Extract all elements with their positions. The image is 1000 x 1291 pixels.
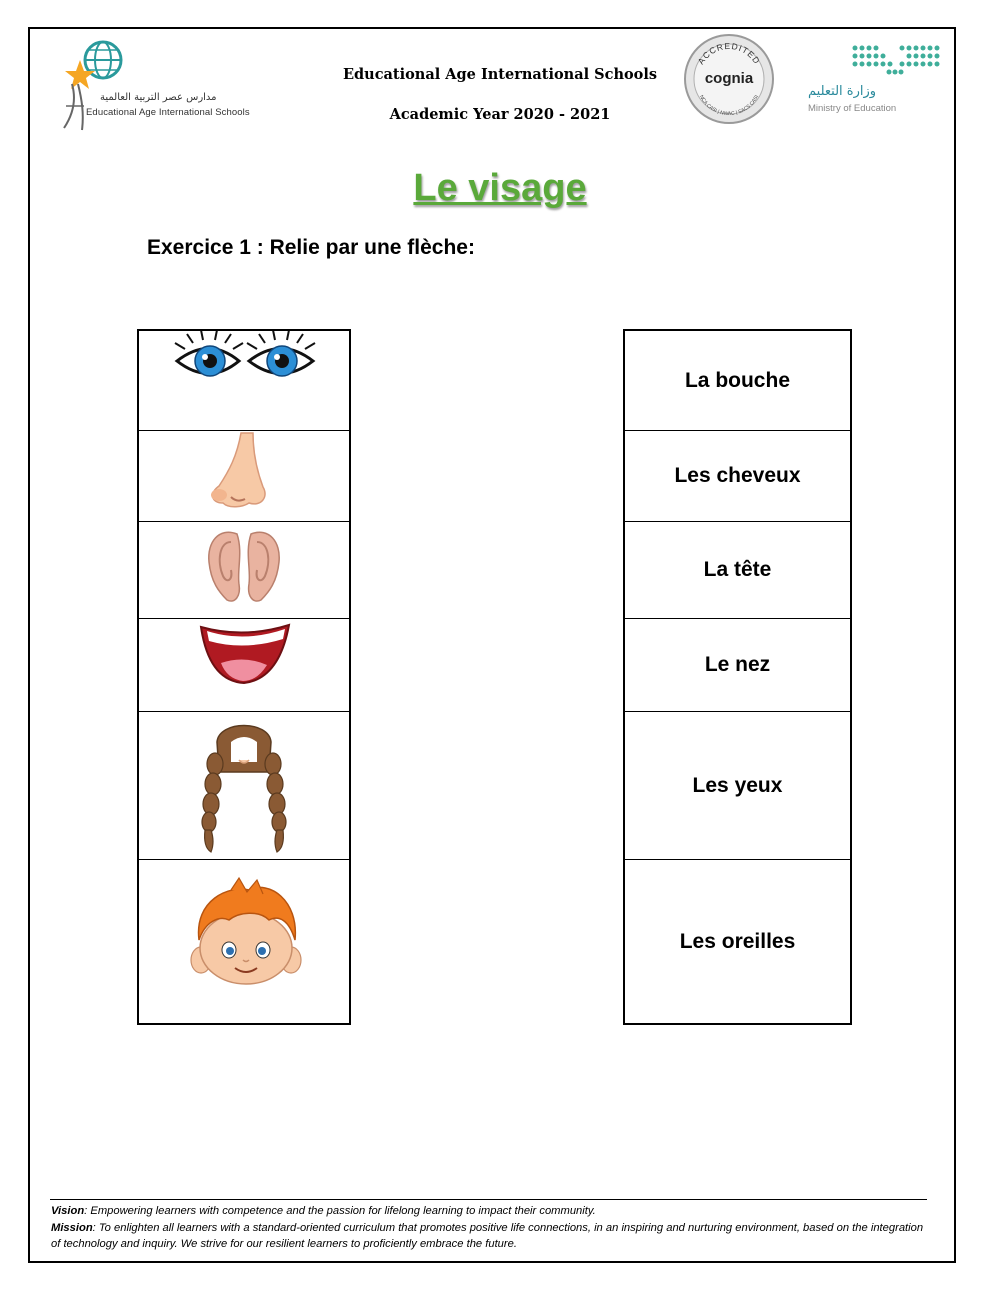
word-cell[interactable]: La bouche [625,331,850,431]
boy-face-icon [139,860,349,1023]
cognia-bottom-text: NCA CASI | NWAC | SACS CASI [697,94,761,118]
school-name-english: Educational Age International Schools [86,107,250,118]
ears-icon [139,522,349,619]
word-cell[interactable]: La tête [625,522,850,619]
mouth-icon [139,619,349,712]
vision-text: : Empowering learners with competence and the passion for lifelong learning to impact their community. [84,1205,596,1217]
mission-text: : To enlighten all learners with a standard-oriented curriculum that promotes positive life connections, in an inspiring and nurturing environment, based on the integration of technology and inquiry. We strive for our resilient learners to proficiently embrace the future. [51,1221,924,1250]
ministry-name-arabic: وزارة التعليم [808,84,877,99]
header-academic-year: Academic Year 2020 - 2021 [389,106,611,123]
cognia-name: cognia [704,70,754,87]
word-cell[interactable]: Le nez [625,619,850,712]
picture-cell-nose[interactable] [139,431,349,522]
footer-divider [50,1199,927,1200]
mission-statement [51,1220,931,1253]
vision-label: Vision [51,1205,85,1217]
mission-label: Mission [51,1221,93,1234]
cognia-seal-icon [683,33,775,125]
picture-cell-ears[interactable] [139,522,349,619]
vision-statement [51,1203,931,1220]
word-column [623,329,852,1025]
nose-icon [139,431,349,522]
hair-braids-icon [139,712,349,860]
cognia-top-text: ACCREDITED [695,40,763,67]
picture-cell-boy-face[interactable] [139,860,349,1023]
eyes-icon [139,331,349,431]
page-title: Le visage [413,167,587,209]
footer [51,1203,931,1253]
picture-cell-hair[interactable] [139,712,349,860]
header-school-title: Educational Age International Schools [342,66,658,83]
word-cell[interactable]: Les oreilles [679,929,796,953]
word-cell[interactable]: Les yeux [625,712,850,860]
ministry-name-english: Ministry of Education [808,103,897,114]
school-logo-icon [58,38,238,133]
exercise-instruction: Exercice 1 : Relie par une flèche: [147,236,475,259]
school-name-arabic: مدارس عصر التربية العالمية [100,92,217,103]
picture-cell-eyes[interactable] [139,331,349,431]
picture-cell-mouth[interactable] [139,619,349,712]
picture-column [137,329,351,1025]
word-cell[interactable]: Les cheveux [625,431,850,522]
